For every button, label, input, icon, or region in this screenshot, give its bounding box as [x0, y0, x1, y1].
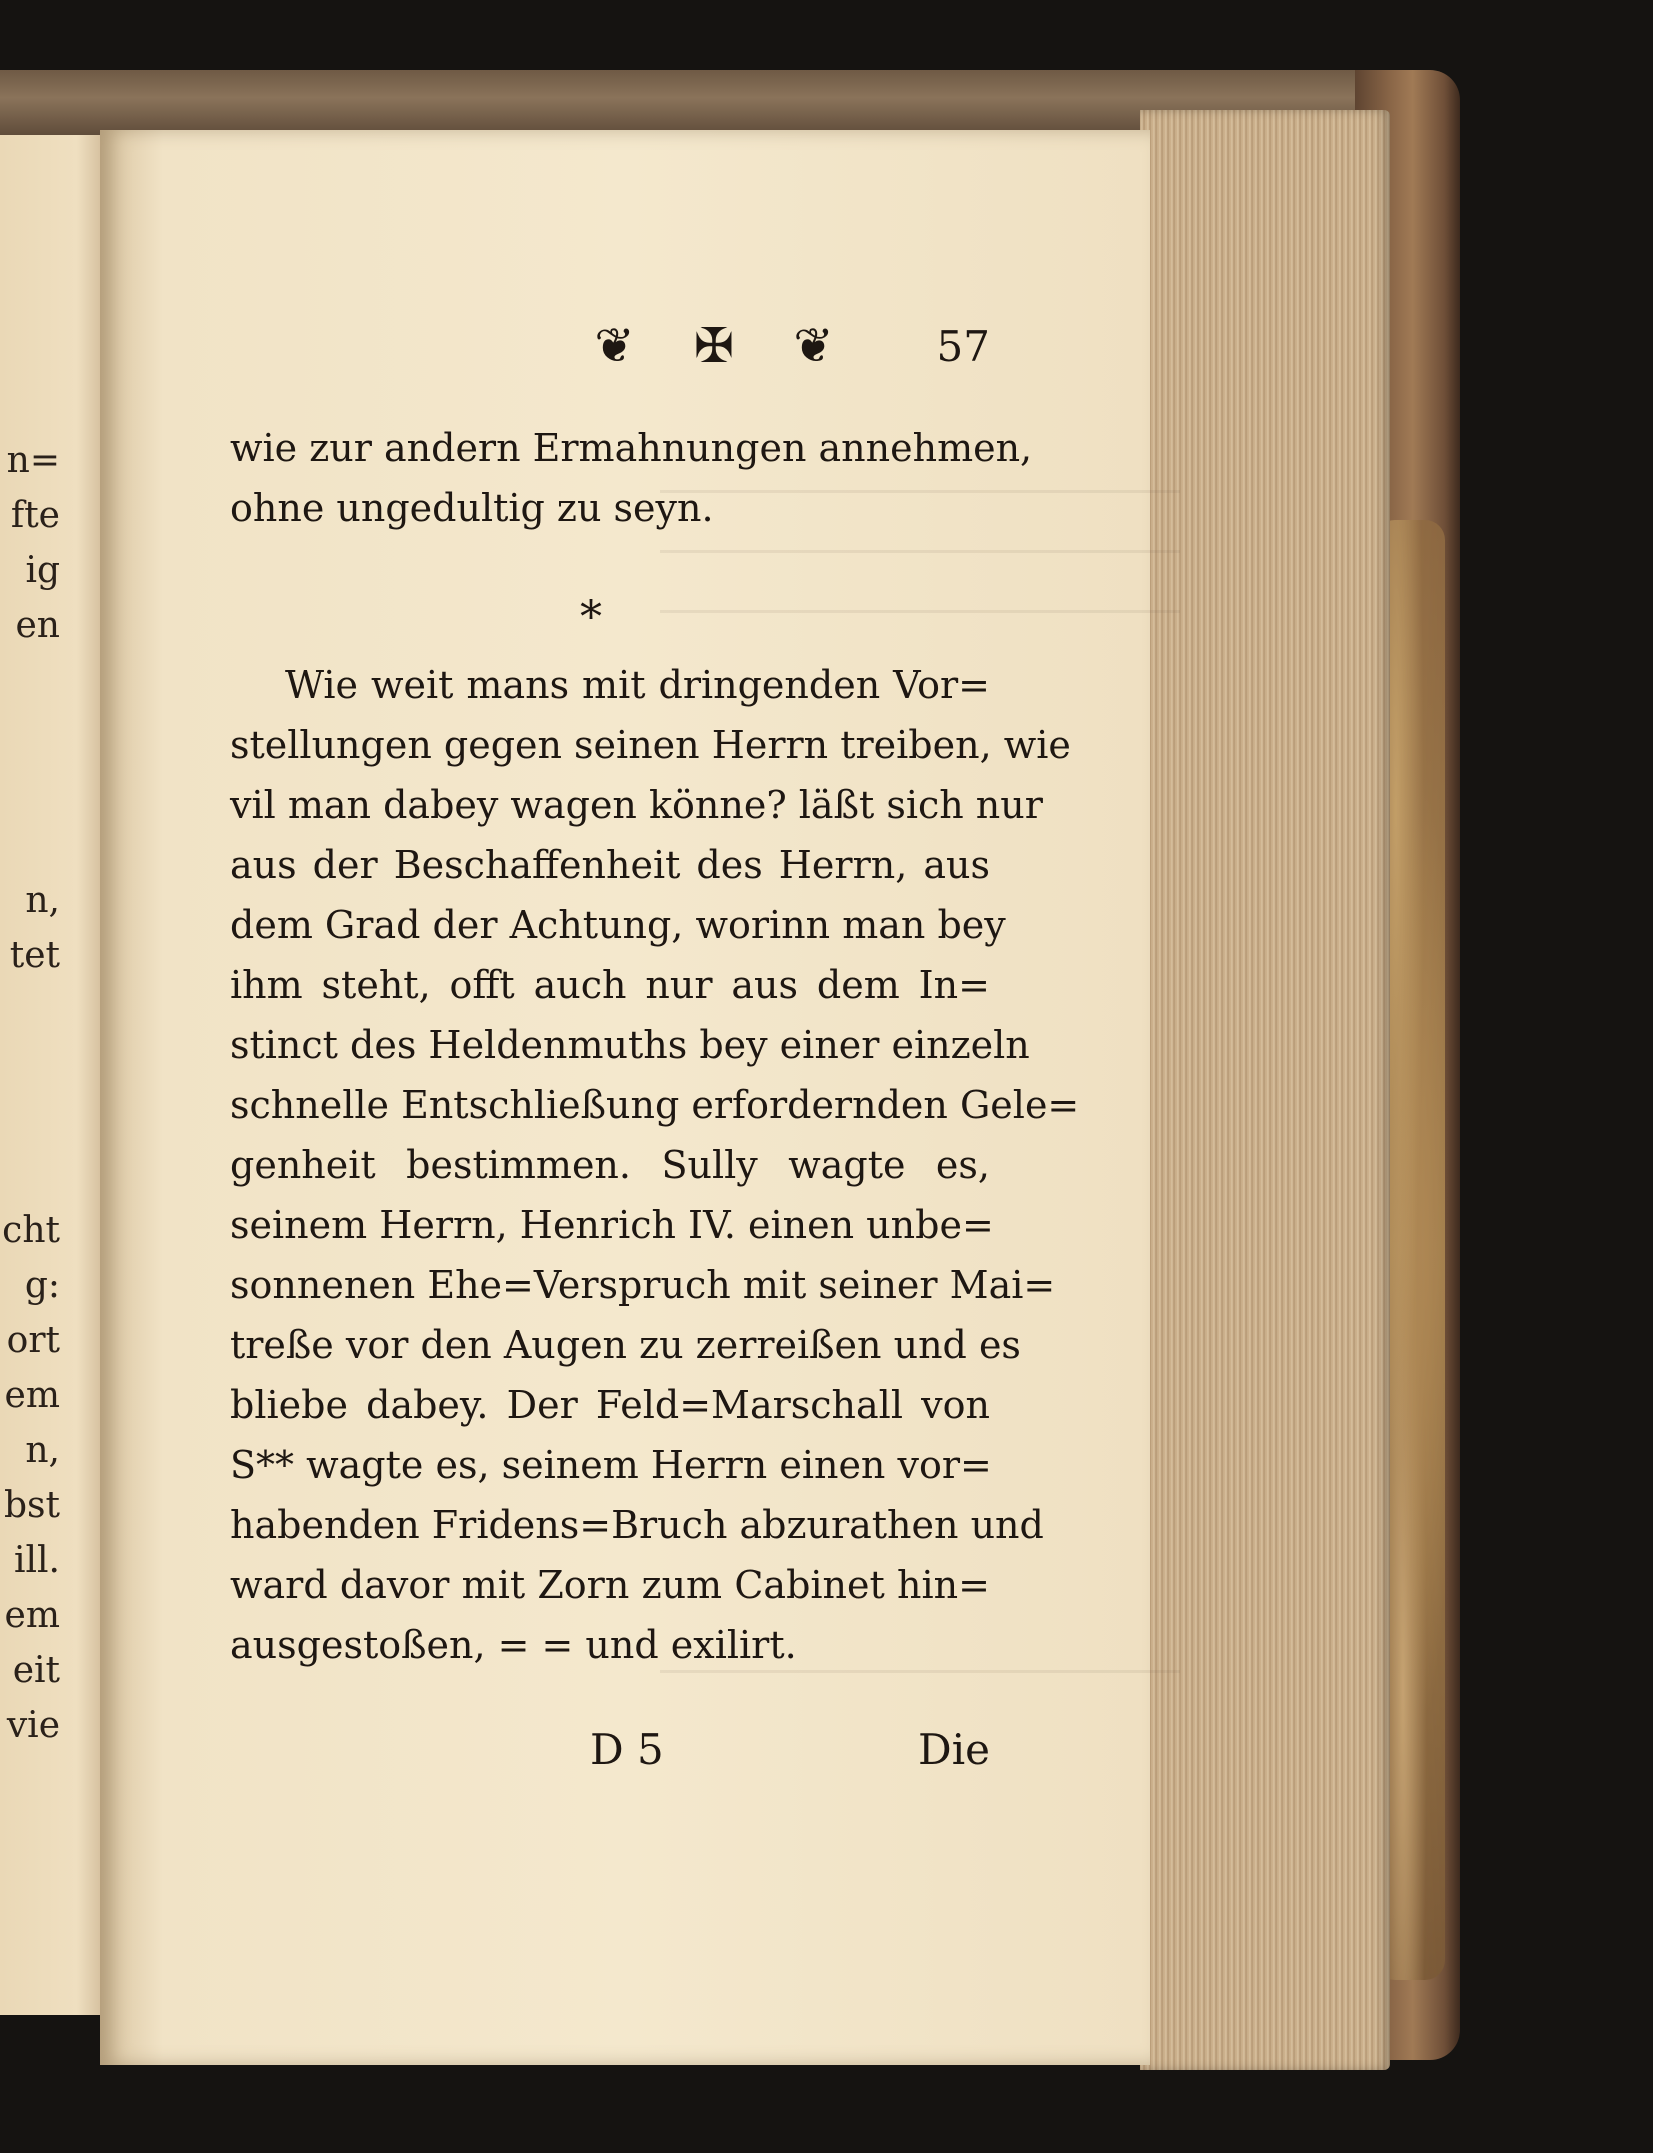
page-edges — [1140, 110, 1390, 2070]
text-line: ohne ungedultig zu seyn. — [230, 486, 714, 530]
signature-mark: D 5 — [590, 1725, 664, 1774]
left-fragment: ig — [25, 550, 60, 591]
text-line: Wie weit mans mit dringenden Vor= — [285, 663, 990, 707]
left-fragment: bst — [4, 1485, 60, 1526]
text-line: habenden Fridens=Bruch abzurathen und — [230, 1503, 1044, 1547]
left-fragment: n= — [6, 440, 60, 481]
running-header — [230, 318, 990, 378]
text-line: aus der Beschaffenheit des Herrn, aus — [230, 843, 990, 887]
left-fragment: em — [4, 1595, 60, 1636]
left-fragment: g: — [24, 1265, 60, 1306]
left-fragment: cht — [2, 1210, 60, 1251]
left-fragment: ill. — [14, 1540, 60, 1581]
page-footer — [230, 1725, 990, 1785]
text-line: sonnenen Ehe=Verspruch mit seiner Mai= — [230, 1263, 1056, 1307]
left-fragment: vie — [6, 1705, 60, 1746]
left-fragment: em — [4, 1375, 60, 1416]
left-fragment: fte — [10, 495, 60, 536]
text-line: stinct des Heldenmuths bey einer einzeln — [230, 1023, 1030, 1067]
text-line: treße vor den Augen zu zerreißen und es — [230, 1323, 1021, 1367]
text-line: genheit bestimmen. Sully wagte es, — [230, 1143, 990, 1187]
text-line: stellungen gegen seinen Herrn treiben, wie — [230, 723, 1071, 767]
left-fragment: en — [15, 605, 60, 646]
left-page — [0, 135, 110, 2015]
left-fragment: ort — [6, 1320, 60, 1361]
left-fragment: n, — [25, 880, 60, 921]
bleed-through — [660, 610, 1180, 613]
page-number: 57 — [936, 322, 990, 371]
text-line: bliebe dabey. Der Feld=Marschall von — [230, 1383, 990, 1427]
left-fragment: eit — [12, 1650, 60, 1691]
bleed-through — [660, 550, 1180, 553]
text-line: ward davor mit Zorn zum Cabinet hin= — [230, 1563, 990, 1607]
text-line: vil man dabey wagen könne? läßt sich nur — [230, 783, 1043, 827]
text-line: wie zur andern Ermahnungen annehmen, — [230, 426, 1033, 470]
text-line: dem Grad der Achtung, worinn man bey — [230, 903, 1006, 947]
catchword: Die — [918, 1725, 990, 1774]
text-line: seinem Herrn, Henrich IV. einen unbe= — [230, 1203, 994, 1247]
section-asterisk: * — [580, 592, 602, 643]
left-fragment: tet — [9, 935, 60, 976]
text-line: ihm steht, offt auch nur aus dem In= — [230, 963, 990, 1007]
text-line: ausgestoßen, = = und exilirt. — [230, 1623, 797, 1667]
left-fragment: n, — [25, 1430, 60, 1471]
text-line: S** wagte es, seinem Herrn einen vor= — [230, 1443, 992, 1487]
header-ornament: ❦ ✠ ❦ — [594, 318, 856, 374]
text-line: schnelle Entschließung erfordernden Gele= — [230, 1083, 1080, 1127]
